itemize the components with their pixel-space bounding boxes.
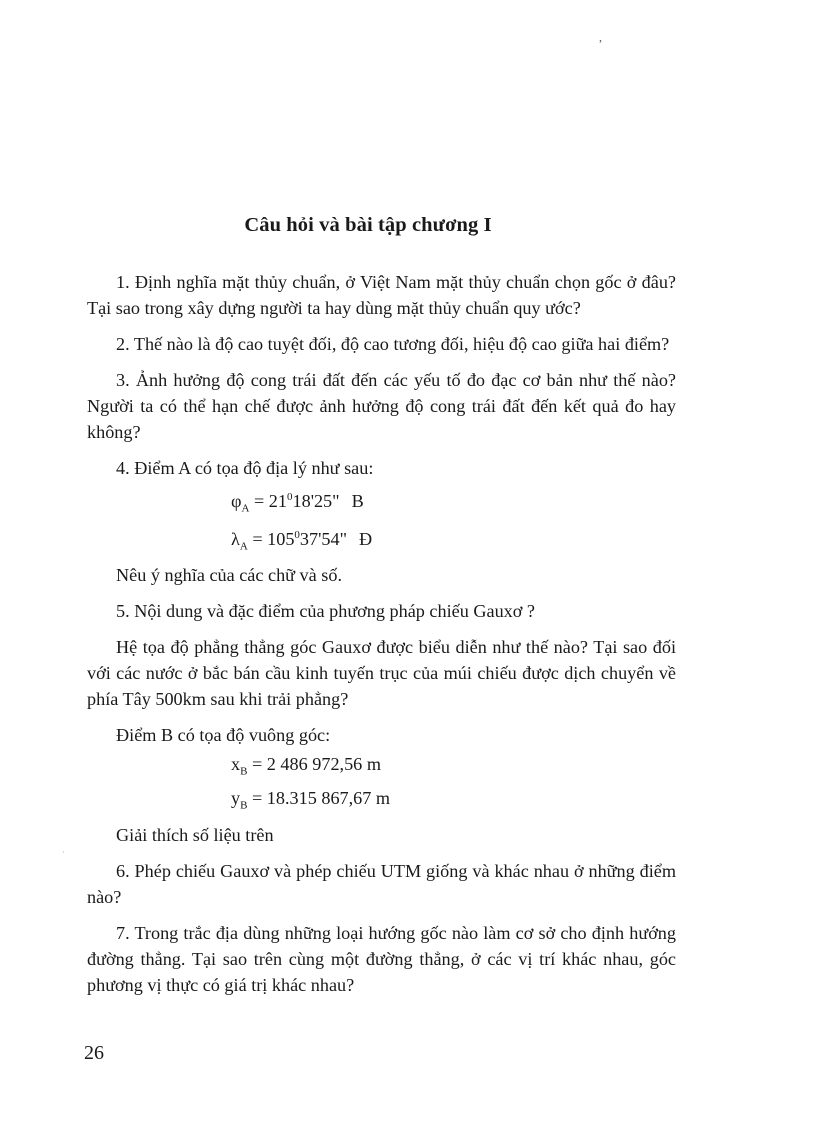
question-4: [87, 455, 676, 588]
y-formula: [231, 785, 676, 819]
question-5: [87, 598, 676, 847]
question-3: 3. Ảnh hưởng độ cong trái đất đến các yếu tố đo đạc cơ bản như thế nào? Người ta có thể hạn chế được ảnh hưởng độ cong trái đất đến kết quả đo hay không?: [87, 370, 676, 442]
question-5-line2: Hệ tọa độ phẳng thẳng góc Gauxơ được biểu diễn như thế nào? Tại sao đối với các nước ở bắc bán cầu kinh tuyến trục của múi chiếu được dịch chuyển về phía Tây 500km sau khi trải phẳng?: [87, 637, 676, 710]
phi-suffix: B: [351, 491, 364, 512]
header-mark: ,: [599, 30, 602, 44]
lambda-symbol: λ: [231, 528, 240, 549]
phi-degree: 0: [287, 491, 293, 503]
lambda-subscript: A: [239, 540, 248, 553]
question-5-line3: Điểm B có tọa độ vuông góc:: [116, 725, 331, 746]
question-4-intro: 4. Điểm A có tọa độ địa lý như sau:: [116, 458, 374, 478]
x-symbol: x: [231, 754, 241, 775]
x-formula: [231, 751, 676, 785]
latitude-formula: [231, 484, 676, 522]
phi-subscript: A: [241, 502, 250, 515]
x-subscript: B: [240, 766, 248, 779]
lambda-degree: 0: [294, 528, 300, 541]
coordinates-a: [87, 484, 676, 559]
question-5-note: Giải thích số liệu trên: [116, 824, 274, 845]
question-5-line1: 5. Nội dung và đặc điểm của phương pháp chiếu Gauxơ ?: [116, 601, 535, 622]
questions-body: [87, 269, 676, 1008]
y-symbol: y: [231, 788, 241, 809]
lambda-rest: 37'54": [299, 528, 347, 549]
question-4-note: Nêu ý nghĩa của các chữ và số.: [116, 565, 342, 586]
question-2: 2. Thế nào là độ cao tuyệt đối, độ cao tương đối, hiệu độ cao giữa hai điểm?: [116, 334, 670, 354]
x-value: = 2 486 972,56 m: [247, 754, 381, 775]
chapter-title: Câu hỏi và bài tập chương I: [244, 214, 492, 236]
phi-symbol: φ: [231, 491, 242, 512]
y-value: = 18.315 867,67 m: [247, 788, 391, 809]
page-number: 26: [84, 1042, 104, 1064]
longitude-formula: [231, 522, 676, 560]
y-subscript: B: [240, 799, 248, 812]
phi-equals: = 21: [249, 491, 287, 512]
lambda-equals: = 105: [247, 528, 295, 549]
question-7: 7. Trong trắc địa dùng những loại hướng gốc nào làm cơ sở cho định hướng đường thẳng. Tại sao trên cùng một đường thẳng, ở các vị trí khác nhau, góc phương vị thực có giá trị khác nhau?: [87, 922, 676, 995]
question-1: 1. Định nghĩa mặt thủy chuẩn, ở Việt Nam mặt thủy chuẩn chọn gốc ở đâu? Tại sao trong xây dựng người ta hay dùng mặt thủy chuẩn quy ước?: [87, 272, 676, 318]
lambda-suffix: Đ: [359, 528, 373, 549]
scan-speck: ·: [62, 848, 65, 857]
question-6: 6. Phép chiếu Gauxơ và phép chiếu UTM giống và khác nhau ở những điểm nào?: [87, 860, 676, 907]
phi-rest: 18'25": [292, 491, 340, 512]
coordinates-b: [87, 751, 676, 818]
